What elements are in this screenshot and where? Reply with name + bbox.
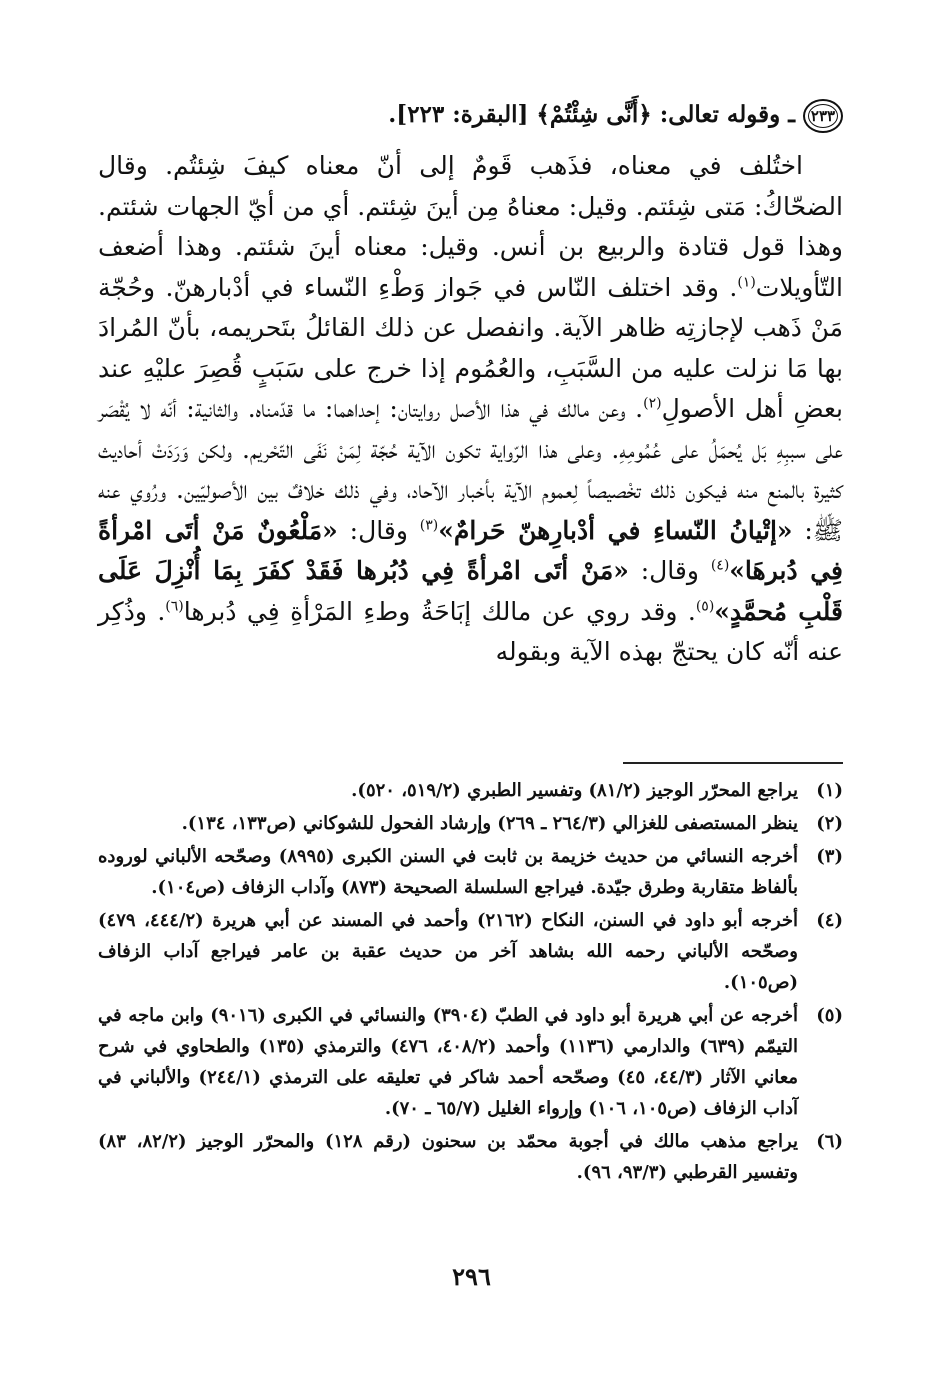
- section-heading: [98, 98, 843, 133]
- footnote-number: (٦): [816, 1131, 843, 1152]
- footnote-number: (٥): [816, 1005, 843, 1026]
- main-text: [98, 146, 843, 673]
- text-run: اختُلف في معناه، فذَهب قَومٌ إلى أنّ معناه كيفَ شِئتُم. وقال الضحّاكُ: مَتى شِئتم. وقيل: معناهُ مِن أينَ شِئتم. أي من أيّ الجهات شئتم. وهذا قول قتادة والربيع بن أنس. وقيل: معناه أينَ شئتم. وهذا أضعف التّأويلات: [98, 151, 843, 302]
- footnote-ref[interactable]: (٤): [710, 557, 730, 574]
- footnote-ref[interactable]: (٢): [643, 395, 662, 412]
- footnote-number: (١): [816, 780, 843, 801]
- footnote: [98, 1126, 843, 1188]
- text-run: وقال:: [628, 556, 711, 585]
- footnote: [98, 905, 843, 998]
- footnote-text: يراجع المحرّر الوجيز (٨١/٢) وتفسير الطبري (٥١٩/٢، ٥٢٠).: [351, 780, 798, 801]
- footnote-ref[interactable]: (٦): [165, 598, 184, 615]
- footnote: [98, 1000, 843, 1124]
- footnote-ref[interactable]: (٣): [419, 517, 439, 534]
- footnote-text: ينظر المستصفى للغزالي (٢٦٤/٣ ـ ٢٦٩) وإرشاد الفحول للشوكاني (ص١٣٣، ١٣٤).: [181, 813, 798, 834]
- footnote: [98, 775, 843, 806]
- footnote-number: (٢): [816, 813, 843, 834]
- footnote-text: أخرجه عن أبي هريرة أبو داود في الطبّ (٣٩٠٤) والنسائي في الكبرى (٩٠١٦) وابن ماجه في التيمّم (٦٣٩) والدارمي (١١٣٦) وأحمد (٤٠٨/٢، ٤٧٦) والترمذي (١٣٥) والطحاوي في شرح معاني الآثار (٤٤/٣، ٤٥) وصحّحه أحمد شاكر في تعليقه على الترمذي (٢٤٤/١) والألباني في آداب الزفاف (ص١٠٥، ١٠٦) وإرواء الغليل (٦٥/٧ ـ ٧٠).: [98, 1005, 799, 1119]
- footnote-text: أخرجه النسائي من حديث خزيمة بن ثابت في السنن الكبرى (٨٩٩٥) وصحّحه الألباني لوروده بألفاظ متقاربة وطرق جيّدة. فيراجع السلسلة الصحيحة (٨٧٣) وآداب الزفاف (ص١٠٤).: [98, 846, 798, 898]
- footnote-ref[interactable]: (١): [737, 274, 756, 291]
- footnote: [98, 841, 843, 903]
- footnote-number: (٤): [816, 910, 843, 931]
- text-run: . وقد روي عن مالك إبَاحَةُ وطءِ المَرْأةِ فِي دُبرها: [183, 596, 696, 626]
- hadith-quote: «مَنْ أتَى امْرأةً فِي دُبُرها فَقَدْ كفَرَ بِمَا أُنْزِلَ عَلَى قَلْبِ مُحمَّدٍ»: [98, 556, 843, 626]
- footnotes-section: [98, 775, 843, 1190]
- footnote: [98, 808, 843, 839]
- footnote-number: (٣): [816, 846, 843, 867]
- footnote-ref[interactable]: (٥): [695, 598, 715, 615]
- footnote-text: أخرجه أبو داود في السنن، النكاح (٢١٦٢) وأحمد في المسند عن أبي هريرة (٤٤٤/٢، ٤٧٩) وصحّحه الألباني رحمه الله بشاهد آخر من حديث عقبة بن عامر فيراجع آداب الزفاف (ص١٠٥).: [98, 910, 799, 993]
- hadith-quote: «مَلْعُونٌ مَنْ أتَى امْرأةً فِي دُبرهَا»: [98, 515, 843, 585]
- text-run: . وذُكِر عنه أنّه كان يحتجّ بهذه الآية وبقوله: [98, 596, 843, 666]
- text-run: وقال:: [337, 515, 420, 545]
- heading-text: ـ وقوله تعالى: ﴿أَنَّى شِئْتُمْ﴾ [البقرة: ٢٢٣].: [388, 101, 795, 128]
- page-number: ٢٩٦: [452, 1262, 491, 1291]
- hadith-quote: «إتْيانُ النّساءِ في أدْبارِهنّ حَرامٌ»: [438, 515, 793, 545]
- text-run: . وقد اختلف النّاس في جَواز وَطْءِ النّساء في أدْبارهنّ. وحُجّة مَنْ ذَهب لإجازتِه ظاهر الآية. وانفصل عن ذلك القائلُ بتَحريمه، بأنّ المُرادَ بها مَا نزلت عليه من السَّبَبِ، والعُمُوم إذا خرج على سَبَبٍ قُصِرَ عليْهِ عند بعضِ أهل الأصولِ: [98, 272, 843, 423]
- main-paragraph: [98, 146, 843, 673]
- text-run: . وعن مالك في هذا الأصل روايتان: إحداهما: ما قدّمناه. والثانية: أنّه لا يُقْصَر على سببِهِ بَل يُحمَلُ على عُمُومِهِ. وعلى هذا الرّواية تكون الآية حُجّة لِمَنْ نَفَى التّحْريم. ولكن وَرَدَتْ أحاديث كثيرة بالمنع منه فيكون ذلك تخْصيصاً لِعموم الآية بأخبار الآحاد، وفي ذلك خلافٌ بين الأصوليّين. ورُوي عنه ﷺ:: [98, 394, 844, 545]
- footnote-divider: [623, 762, 843, 764]
- footnote-text: يراجع مذهب مالك في أجوبة محمّد بن سحنون (رقم ١٢٨) والمحرّر الوجيز (٨٢/٢، ٨٣) وتفسير القرطبي (٩٣/٣، ٩٦).: [98, 1131, 799, 1183]
- entry-number-badge: ٢٣٣: [803, 99, 843, 133]
